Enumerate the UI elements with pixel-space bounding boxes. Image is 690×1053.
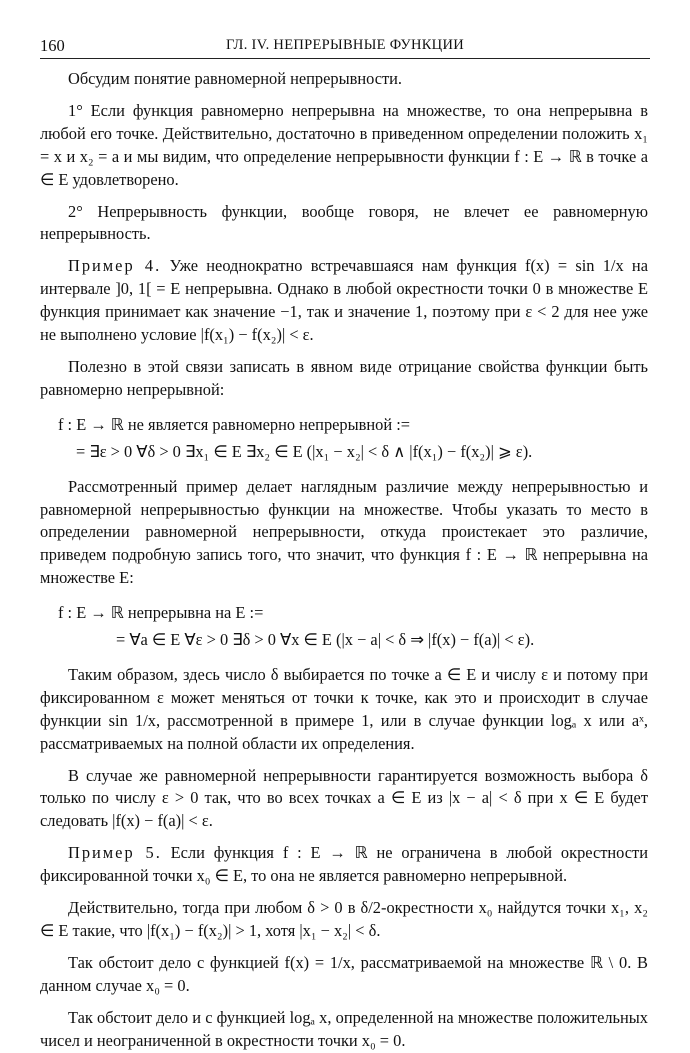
chapter-title: ГЛ. IV. НЕПРЕРЫВНЫЕ ФУНКЦИИ bbox=[225, 37, 465, 53]
paragraph-log-function: Так обстоит дело и с функцией logₐ x, определенной на множестве положительных чисел и неограниченной в окрестности точки x₀ = 0. bbox=[40, 1007, 648, 1050]
example-5 bbox=[40, 842, 648, 888]
paragraph-proof: Действительно, тогда при любом δ > 0 в δ/2-окрестности x₀ найдутся точки x₁, x₂ ∈ E такие, что |f(x₁) − f(x₂)| > 1, хотя |x₁ − x₂| < δ. bbox=[40, 898, 648, 940]
formula-negation-line-2: = ∃ε > 0 ∀δ > 0 ∃x₁ ∈ E ∃x₂ ∈ E (|x₁ − x₂| < δ ∧ |f(x₁) − f(x₂)| ⩾ ε). bbox=[76, 441, 533, 461]
paragraph-property-1: 1° Если функция равномерно непрерывна на множестве, то она непрерывна в любой его точке. Действительно, достаточно в приведенном определении положить x₁ = x и x₂ = a и мы видим, что определение непрерывности функции f : E → ℝ в точке a ∈ E удовлетворено. bbox=[40, 100, 648, 189]
paragraph-property-2: 2° Непрерывность функции, вообще говоря, не влечет ее равномерную непрерывность. bbox=[40, 201, 648, 244]
example-4-label: Пример 4. bbox=[68, 256, 162, 276]
paragraph-difference: Рассмотренный пример делает наглядным различие между непрерывностью и равномерной непрерывностью функции на множестве. Чтобы указать то место в определении равномерной непрерывности, откуда проистекает это различие, приведем подробную запись того, что значит, что функция f : E → ℝ непрерывна на множестве E: bbox=[40, 476, 648, 588]
formula-continuity-line-2: = ∀a ∈ E ∀ε > 0 ∃δ > 0 ∀x ∈ E (|x − a| < δ ⇒ |f(x) − f(a)| < ε). bbox=[116, 630, 535, 650]
paragraph-reciprocal-function: Так обстоит дело с функцией f(x) = 1/x, рассматриваемой на множестве ℝ \ 0. В данном случае x₀ = 0. bbox=[40, 952, 648, 995]
formula-continuity-line-1: f : E → ℝ непрерывна на E := bbox=[58, 603, 264, 623]
paragraph-negation-intro: Полезно в этой связи записать в явном виде отрицание свойства функции быть равномерно непрерывной: bbox=[40, 356, 648, 399]
page-number: 160 bbox=[40, 36, 65, 55]
example-4-text: Уже неоднократно встречавшаяся нам функция f(x) = sin 1/x на интервале ]0, 1[ = E непрерывна. Однако в любой окрестности точки 0 в множестве E функция принимает как значение −1, так и значение 1, поэтому при ε < 2 для нее уже не выполнено условие |f(x₁) − f(x₂)| < ε. bbox=[40, 256, 648, 345]
example-4 bbox=[40, 255, 648, 347]
example-5-label: Пример 5. bbox=[68, 843, 162, 863]
page-body bbox=[40, 68, 648, 1053]
paragraph-intro: Обсудим понятие равномерной непрерывности. bbox=[68, 69, 403, 88]
formula-negation-line-1: f : E → ℝ не является равномерно непрерывной := bbox=[58, 414, 410, 434]
paragraph-delta-choice: Таким образом, здесь число δ выбирается по точке a ∈ E и числу ε и потому при фиксированном ε может меняться от точки к точке, как это и происходит в случае функции sin 1/x, рассмотренной в примере 1, или в случае функции logₐ x или aˣ, рассматриваемых на полной области их определения. bbox=[40, 664, 648, 753]
running-header bbox=[40, 36, 650, 59]
example-5-text: Если функция f : E → ℝ не ограничена в любой окрестности фиксированной точки x₀ ∈ E, то она не является равномерно непрерывной. bbox=[40, 843, 648, 886]
paragraph-uniform-case: В случае же равномерной непрерывности гарантируется возможность выбора δ только по числу ε > 0 так, что во всех точках a ∈ E из |x − a| < δ при x ∈ E будет следовать |f(x) − f(a)| < ε. bbox=[40, 765, 648, 831]
